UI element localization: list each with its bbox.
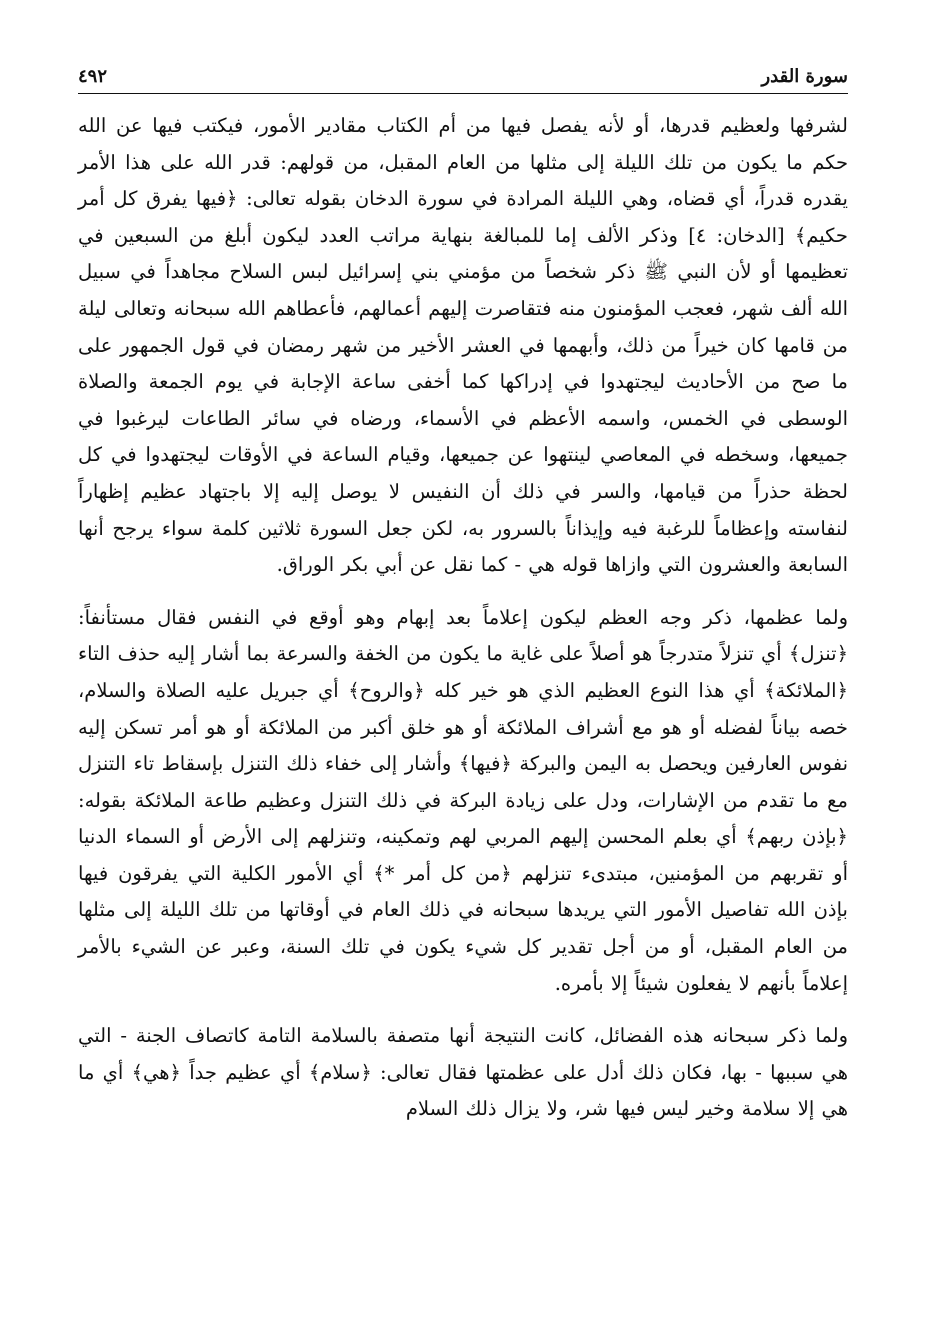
book-page xyxy=(78,66,848,1128)
running-header xyxy=(78,66,848,94)
paragraph-3: ولما ذكر سبحانه هذه الفضائل، كانت النتيجة أنها متصفة بالسلامة التامة كاتصاف الجنة - التي هي سببها - بها، فكان ذلك أدل على عظمتها فقال تعالى: ﴿سلام﴾ أي عظيم جداً ﴿هي﴾ أي ما هي إلا سلامة وخير ليس فيها شر، ولا يزال ذلك السلام xyxy=(78,1024,848,1121)
paragraph-1: لشرفها ولعظيم قدرها، أو لأنه يفصل فيها من أم الكتاب مقادير الأمور، فيكتب فيها عن الله حكم ما يكون من تلك الليلة إلى مثلها من العام المقبل، من قولهم: قدر الله على هذا الأمر يقدره قدراً، أي قضاه، وهي الليلة المرادة في سورة الدخان بقوله تعالى: ﴿فيها يفرق كل أمر حكيم﴾ [الدخان: ٤] وذكر الألف إما للمبالغة بنهاية مراتب العدد ليكون أبلغ من السبعين في تعظيمها أو لأن النبي ﷺ ذكر شخصاً من مؤمني بني إسرائيل لبس السلاح مجاهداً في سبيل الله ألف شهر، فعجب المؤمنون منه فتقاصرت إليهم أعمالهم، فأعطاهم الله سبحانه وتعالى ليلة من قامها كان خيراً من ذلك، وأبهمها في العشر الأخير من شهر رمضان في قول الجمهور على ما صح من الأحاديث ليجتهدوا في إدراكها كما أخفى ساعة الإجابة في يوم الجمعة والصلاة الوسطى في الخمس، واسمه الأعظم في الأسماء، ورضاه في سائر الطاعات ليرغبوا في جميعها، وسخطه في المعاصي لينتهوا عن جميعها، وقيام الساعة في الأوقات ليجتهدوا في كل لحظة حذراً من قيامها، والسر في ذلك أن النفيس لا يوصل إليه إلا باجتهاد عظيم إظهاراً لنفاسته وإعظاماً للرغبة فيه وإيذاناً بالسرور به، لكن جعل السورة ثلاثين كلمة سواء يرجح أنها السابعة والعشرون التي وازاها قوله هي - كما نقل عن أبي بكر الوراق. xyxy=(78,114,848,577)
surah-title: سورة القدر xyxy=(761,66,848,87)
page-number: ٤٩٢ xyxy=(78,66,108,87)
page-body xyxy=(78,108,848,1128)
paragraph-2: ولما عظمها، ذكر وجه العظم ليكون إعلاماً بعد إبهام وهو أوقع في النفس فقال مستأنفاً: ﴿تنزل﴾ أي تنزلاً متدرجاً هو أصلاً على غاية ما يكون من الخفة والسرعة بما أشار إليه حذف التاء ﴿الملائكة﴾ أي هذا النوع العظيم الذي هو خير كله ﴿والروح﴾ أي جبريل عليه الصلاة والسلام، خصه بياناً لفضله أو هو مع أشراف الملائكة أو هو خلق أكبر من الملائكة أو هو أمر تسكن إليه نفوس العارفين ويحصل به اليمن والبركة ﴿فيها﴾ وأشار إلى خفاء ذلك التنزل بإسقاط تاء التنزل مع ما تقدم من الإشارات، ودل على زيادة البركة في ذلك التنزل وعظيم طاعة الملائكة بقوله: ﴿بإذن ربهم﴾ أي بعلم المحسن إليهم المربي لهم وتمكينه، وتنزلهم إلى الأرض أو السماء الدنيا أو تقربهم من المؤمنين، مبتدىء تنزلهم ﴿من كل أمر *﴾ أي الأمور الكلية التي يفرقون فيها بإذن الله تفاصيل الأمور التي يريدها سبحانه في ذلك العام في أوقاتها من تلك الليلة إلى مثلها من العام المقبل، أو من أجل تقدير كل شيء يكون في تلك السنة، وعبر عن الشيء بالأمر إعلاماً بأنهم لا يفعلون شيئاً إلا بأمره. xyxy=(78,605,848,995)
